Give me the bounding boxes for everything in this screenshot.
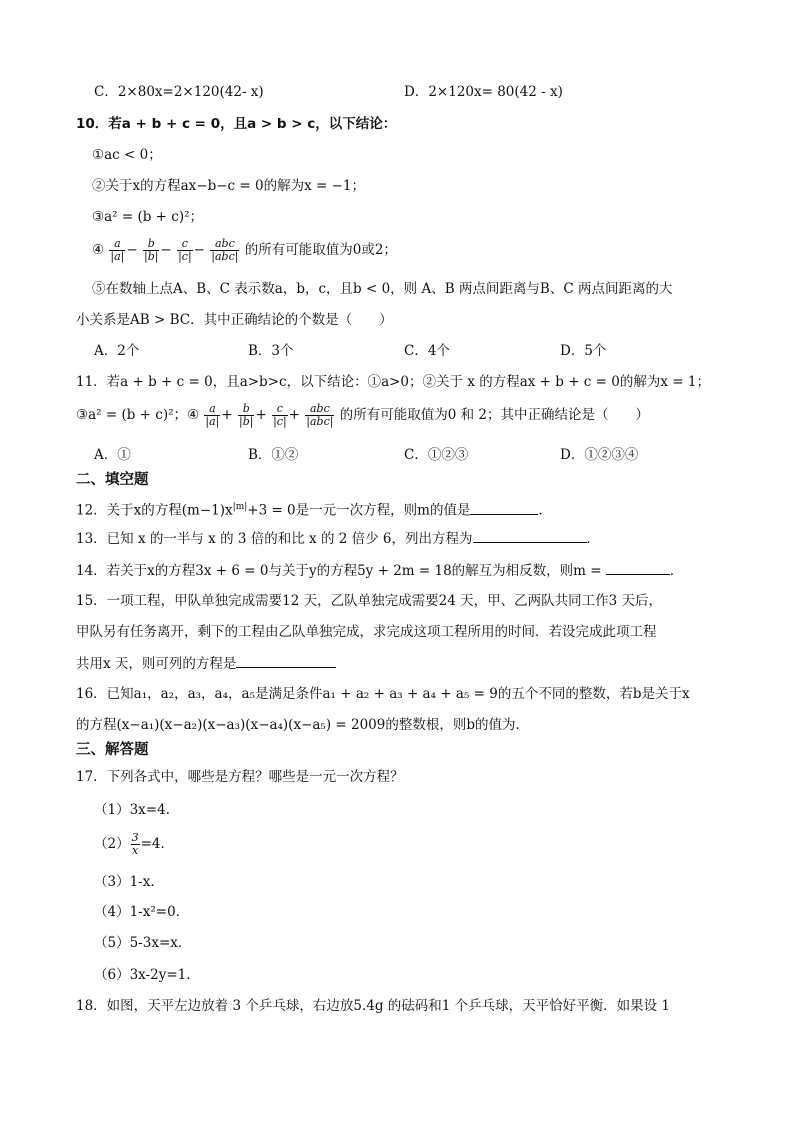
q15-line1: 15．一项工程，甲队单独完成需要12 天，乙队单独完成需要24 天，甲、乙两队共同工作3 天后，: [76, 593, 662, 609]
fraction-abc: $\frac{\text{abc}}{\text{|abc|}}$: [211, 237, 239, 263]
q17-item-4: （4）1-x²=0．: [94, 904, 190, 920]
q11-option-b: B．①②: [248, 447, 299, 463]
q11-option-a: A．①: [94, 447, 131, 463]
q18-line1: 18．如图，天平左边放着 3 个乒乓球，右边放5.4g 的砝码和1 个乒乓球，天平恰好平衡．如果设 1: [76, 998, 671, 1014]
q15-line3: 共用x 天，则可列的方程是: [76, 653, 336, 674]
q10-option-b: B．3个: [248, 343, 294, 359]
answer-blank: [473, 528, 587, 543]
q10-statement-3: ③a² = (b + c)²；: [92, 209, 203, 225]
q17-item-2: （2） $\frac{3}{x}$ =4．: [94, 831, 174, 857]
q10-statement-1: ①ac < 0；: [92, 147, 162, 163]
q12: 12．关于x的方程$(m-1)x^{|m|}+3 = 0$是一元一次方程，则m的值是 ．: [76, 497, 552, 521]
q16-line2: 的方程(x−a₁)(x−a₂)(x−a₃)(x−a₄)(x−a₅) = 2009的整数根，则b的值为．: [76, 717, 529, 733]
q11-line2: ③a² = (b + c)²；④ $\frac{a}{|a|}$ + $\frac{b}{|b|}$ + $\frac{c}{|c|}$ + $\frac{\text{abc}}{\text{|abc|}}$ 的所有可能取值为0 和 2；其中正确结论是（ ）: [76, 402, 650, 428]
q10-option-a: A．2个: [94, 343, 140, 359]
q10-statement-5-line1: ⑤在数轴上点A、B、C 表示数a，b，c，且b < 0，则 A、B 两点间距离与B、C 两点间距离的大: [92, 281, 673, 297]
q17-item-5: （5）5-3x=x．: [94, 935, 192, 951]
q14: 14．若关于x的方程3x + 6 = 0与关于y的方程5y + 2m = 18的解互为相反数，则m = ．: [76, 560, 683, 581]
q10-option-c: C．4个: [404, 343, 450, 359]
q11-option-c: C．①②③: [404, 447, 469, 463]
q17-item-3: （3）1-x．: [94, 874, 164, 890]
answer-blank: [236, 653, 336, 668]
fraction-b: $\frac{b}{|b|}$: [144, 237, 159, 263]
q10-statement-5-line2: 小关系是AB > BC．其中正确结论的个数是（ ）: [76, 312, 393, 328]
q16-line1: 16．已知a₁，a₂，a₃，a₄，a₅是满足条件a₁ + a₂ + a₃ + a₄ + a₅ = 9的五个不同的整数，若b是关于x: [76, 686, 690, 702]
q10-statement-2: ②关于x的方程ax−b−c = 0的解为x = −1；: [92, 178, 365, 194]
q11-option-d: D．①②③④: [560, 447, 639, 463]
q17-item-1: （1）3x=4．: [94, 802, 180, 818]
q17-stem: 17．下列各式中，哪些是方程？哪些是一元一次方程？: [76, 769, 404, 785]
section-heading-fill-in: 二、填空题: [76, 472, 149, 488]
q11-line1: 11．若a + b + c = 0，且a>b>c，以下结论：①a>0；②关于 x 的方程ax + b + c = 0的解为x = 1；: [76, 374, 710, 390]
q10-statement-4: ④ $\frac{a}{|a|}$ − $\frac{b}{|b|}$ − $\frac{c}{|c|}$ − $\frac{\text{abc}}{\text{|abc|}}$ 的所有可能取值为0或2；: [92, 237, 397, 263]
fraction-c: $\frac{c}{|c|}$: [178, 237, 192, 263]
fraction-a: $\frac{a}{|a|}$: [110, 237, 125, 263]
answer-blank: [606, 560, 670, 575]
q13: 13．已知 x 的一半与 x 的 3 倍的和比 x 的 2 倍少 6，列出方程为 ．: [76, 528, 600, 549]
q9-option-d: D．2×120x= 80(42 - x): [404, 84, 563, 100]
section-heading-solutions: 三、解答题: [76, 742, 149, 758]
answer-blank: [470, 500, 538, 515]
q10-option-d: D．5个: [560, 343, 607, 359]
q15-line2: 甲队另有任务离开，剩下的工程由乙队单独完成，求完成这项工程所用的时间．若设完成此项工程: [76, 624, 657, 640]
q10-stem: 10．若a + b + c = 0，且a > b > c，以下结论：: [76, 116, 397, 132]
q9-option-c: C．2×80x=2×120(42- x): [94, 84, 264, 100]
q17-item-6: （6）3x-2y=1．: [94, 967, 200, 983]
